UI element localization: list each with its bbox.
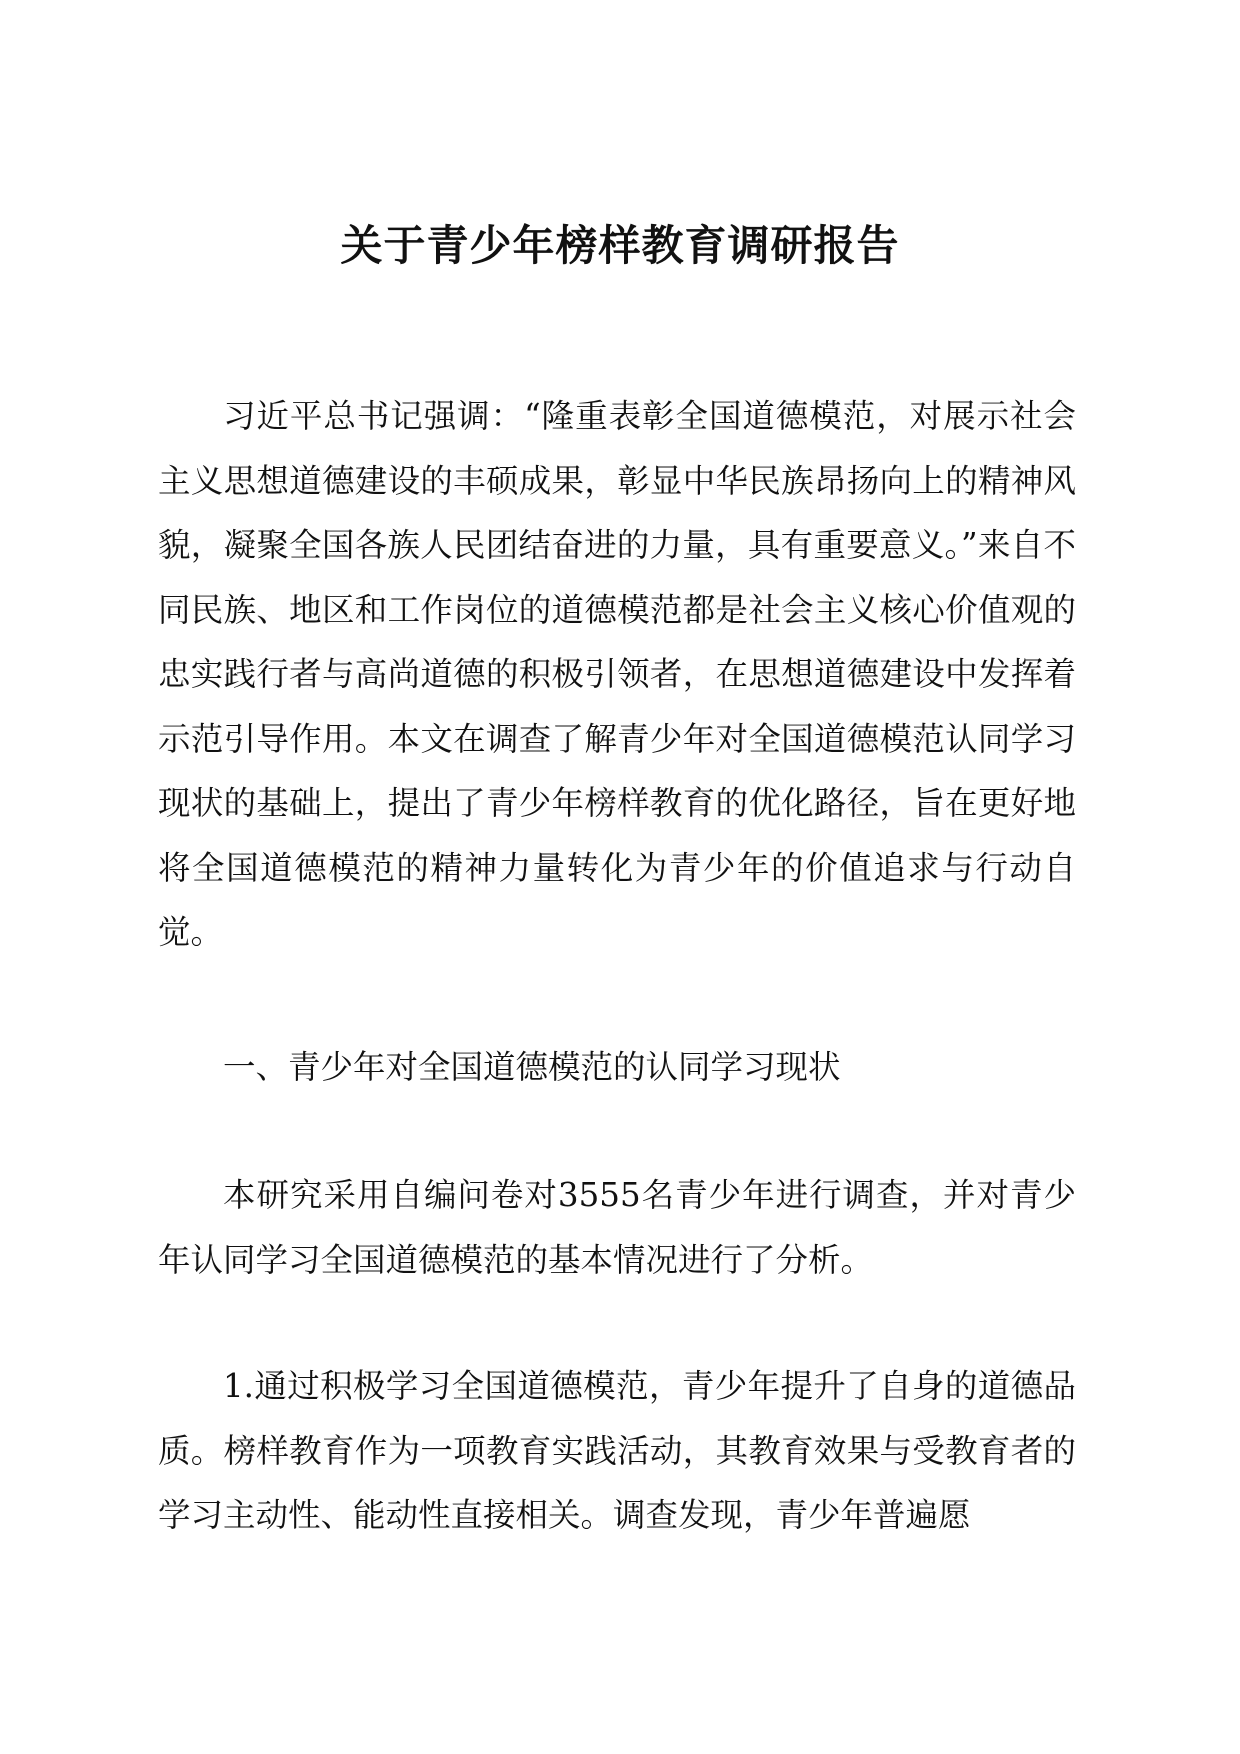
document-title: 关于青少年榜样教育调研报告 xyxy=(340,221,900,270)
section-heading: 一、青少年对全国道德模范的认同学习现状 xyxy=(223,1048,841,1086)
survey-paragraph: 本研究采用自编问卷对3555名青少年进行调查，并对青少年认同学习全国道德模范的基本情况进行了分析。 xyxy=(158,1176,1076,1279)
point-1-paragraph: 1.通过积极学习全国道德模范，青少年提升了自身的道德品质。榜样教育作为一项教育实践活动，其教育效果与受教育者的学习主动性、能动性直接相关。调查发现，青少年普遍愿 xyxy=(158,1367,1076,1534)
intro-paragraph: 习近平总书记强调：“隆重表彰全国道德模范，对展示社会主义思想道德建设的丰硕成果，彰显中华民族昂扬向上的精神风貌，凝聚全国各族人民团结奋进的力量，具有重要意义。”来自不同民族、地区和工作岗位的道德模范都是社会主义核心价值观的忠实践行者与高尚道德的积极引领者，在思想道德建设中发挥着示范引导作用。本文在调查了解青少年对全国道德模范认同学习现状的基础上，提出了青少年榜样教育的优化路径，旨在更好地将全国道德模范的精神力量转化为青少年的价值追求与行动自觉。 xyxy=(158,397,1076,951)
